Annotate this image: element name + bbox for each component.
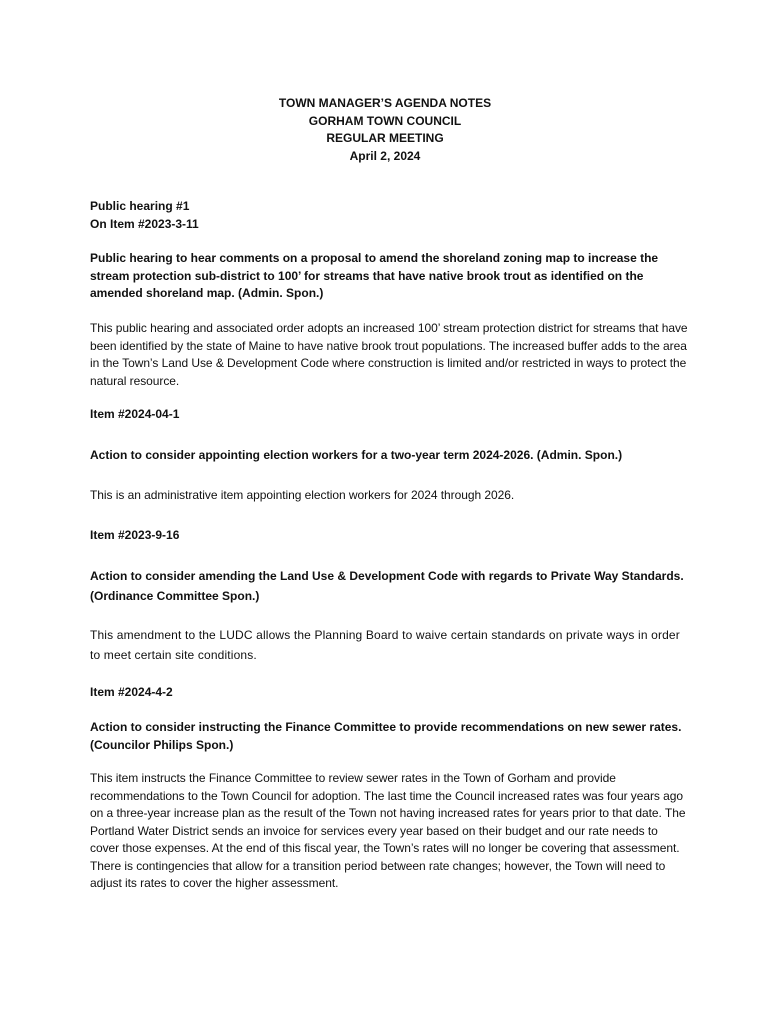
- item-2-label: Item #2024-04-1: [90, 407, 180, 421]
- item-2-title: Action to consider appointing election workers for a two-year term 2024-2026. (Admin. Spon.): [90, 448, 623, 462]
- header-title: TOWN MANAGER’S AGENDA NOTES: [278, 96, 492, 110]
- item-2-description: This is an administrative item appointing election workers for 2024 through 2026.: [90, 488, 515, 502]
- item-4-label: Item #2024-4-2: [90, 685, 173, 699]
- item-1-title: Public hearing to hear comments on a proposal to amend the shoreland zoning map to increase the stream protection sub-district to 100’ for streams that have native brook trout as identified on the amended shoreland map. (Admin. Spon.): [90, 251, 659, 300]
- item-1-description: This public hearing and associated order adopts an increased 100’ stream protection district for streams that have been identified by the state of Maine to have native brook trout populations. The increased buffer adds to the area in the Town’s Land Use & Development Code where construction is limited and/or restricted in ways to protect the natural resource.: [90, 321, 688, 388]
- item-3-title: Action to consider amending the Land Use & Development Code with regards to Private Way Standards. (Ordinance Committee Spon.): [90, 569, 684, 603]
- item-3-label: Item #2023-9-16: [90, 528, 180, 542]
- header-date: April 2, 2024: [349, 148, 421, 163]
- header-meeting-type: REGULAR MEETING: [326, 131, 444, 145]
- item-1-sublabel: On Item #2023-3-11: [90, 216, 199, 231]
- item-1-label: Public hearing #1: [90, 199, 190, 213]
- item-1-heading: [90, 198, 688, 233]
- item-4-title: Action to consider instructing the Finance Committee to provide recommendations on new sewer rates. (Councilor Philips Spon.): [90, 720, 682, 752]
- item-3-description: This amendment to the LUDC allows the Planning Board to waive certain standards on private ways in order to meet certain site conditions.: [90, 628, 680, 662]
- document-header: [0, 95, 770, 165]
- header-council: GORHAM TOWN COUNCIL: [308, 113, 462, 128]
- item-4-description: This item instructs the Finance Committee to review sewer rates in the Town of Gorham and provide recommendations to the Town Council for adoption. The last time the Council increased rates was four years ago on a three-year increase plan as the result of the Town not having increased rates for years prior to that date. The Portland Water District sends an invoice for services every year based on their budget and our rate needs to cover those expenses. At the end of this fiscal year, the Town’s rates will no longer be covering that assessment. There is contingencies that allow for a transition period between rate changes; however, the Town will need to adjust its rates to cover the higher assessment.: [90, 771, 686, 890]
